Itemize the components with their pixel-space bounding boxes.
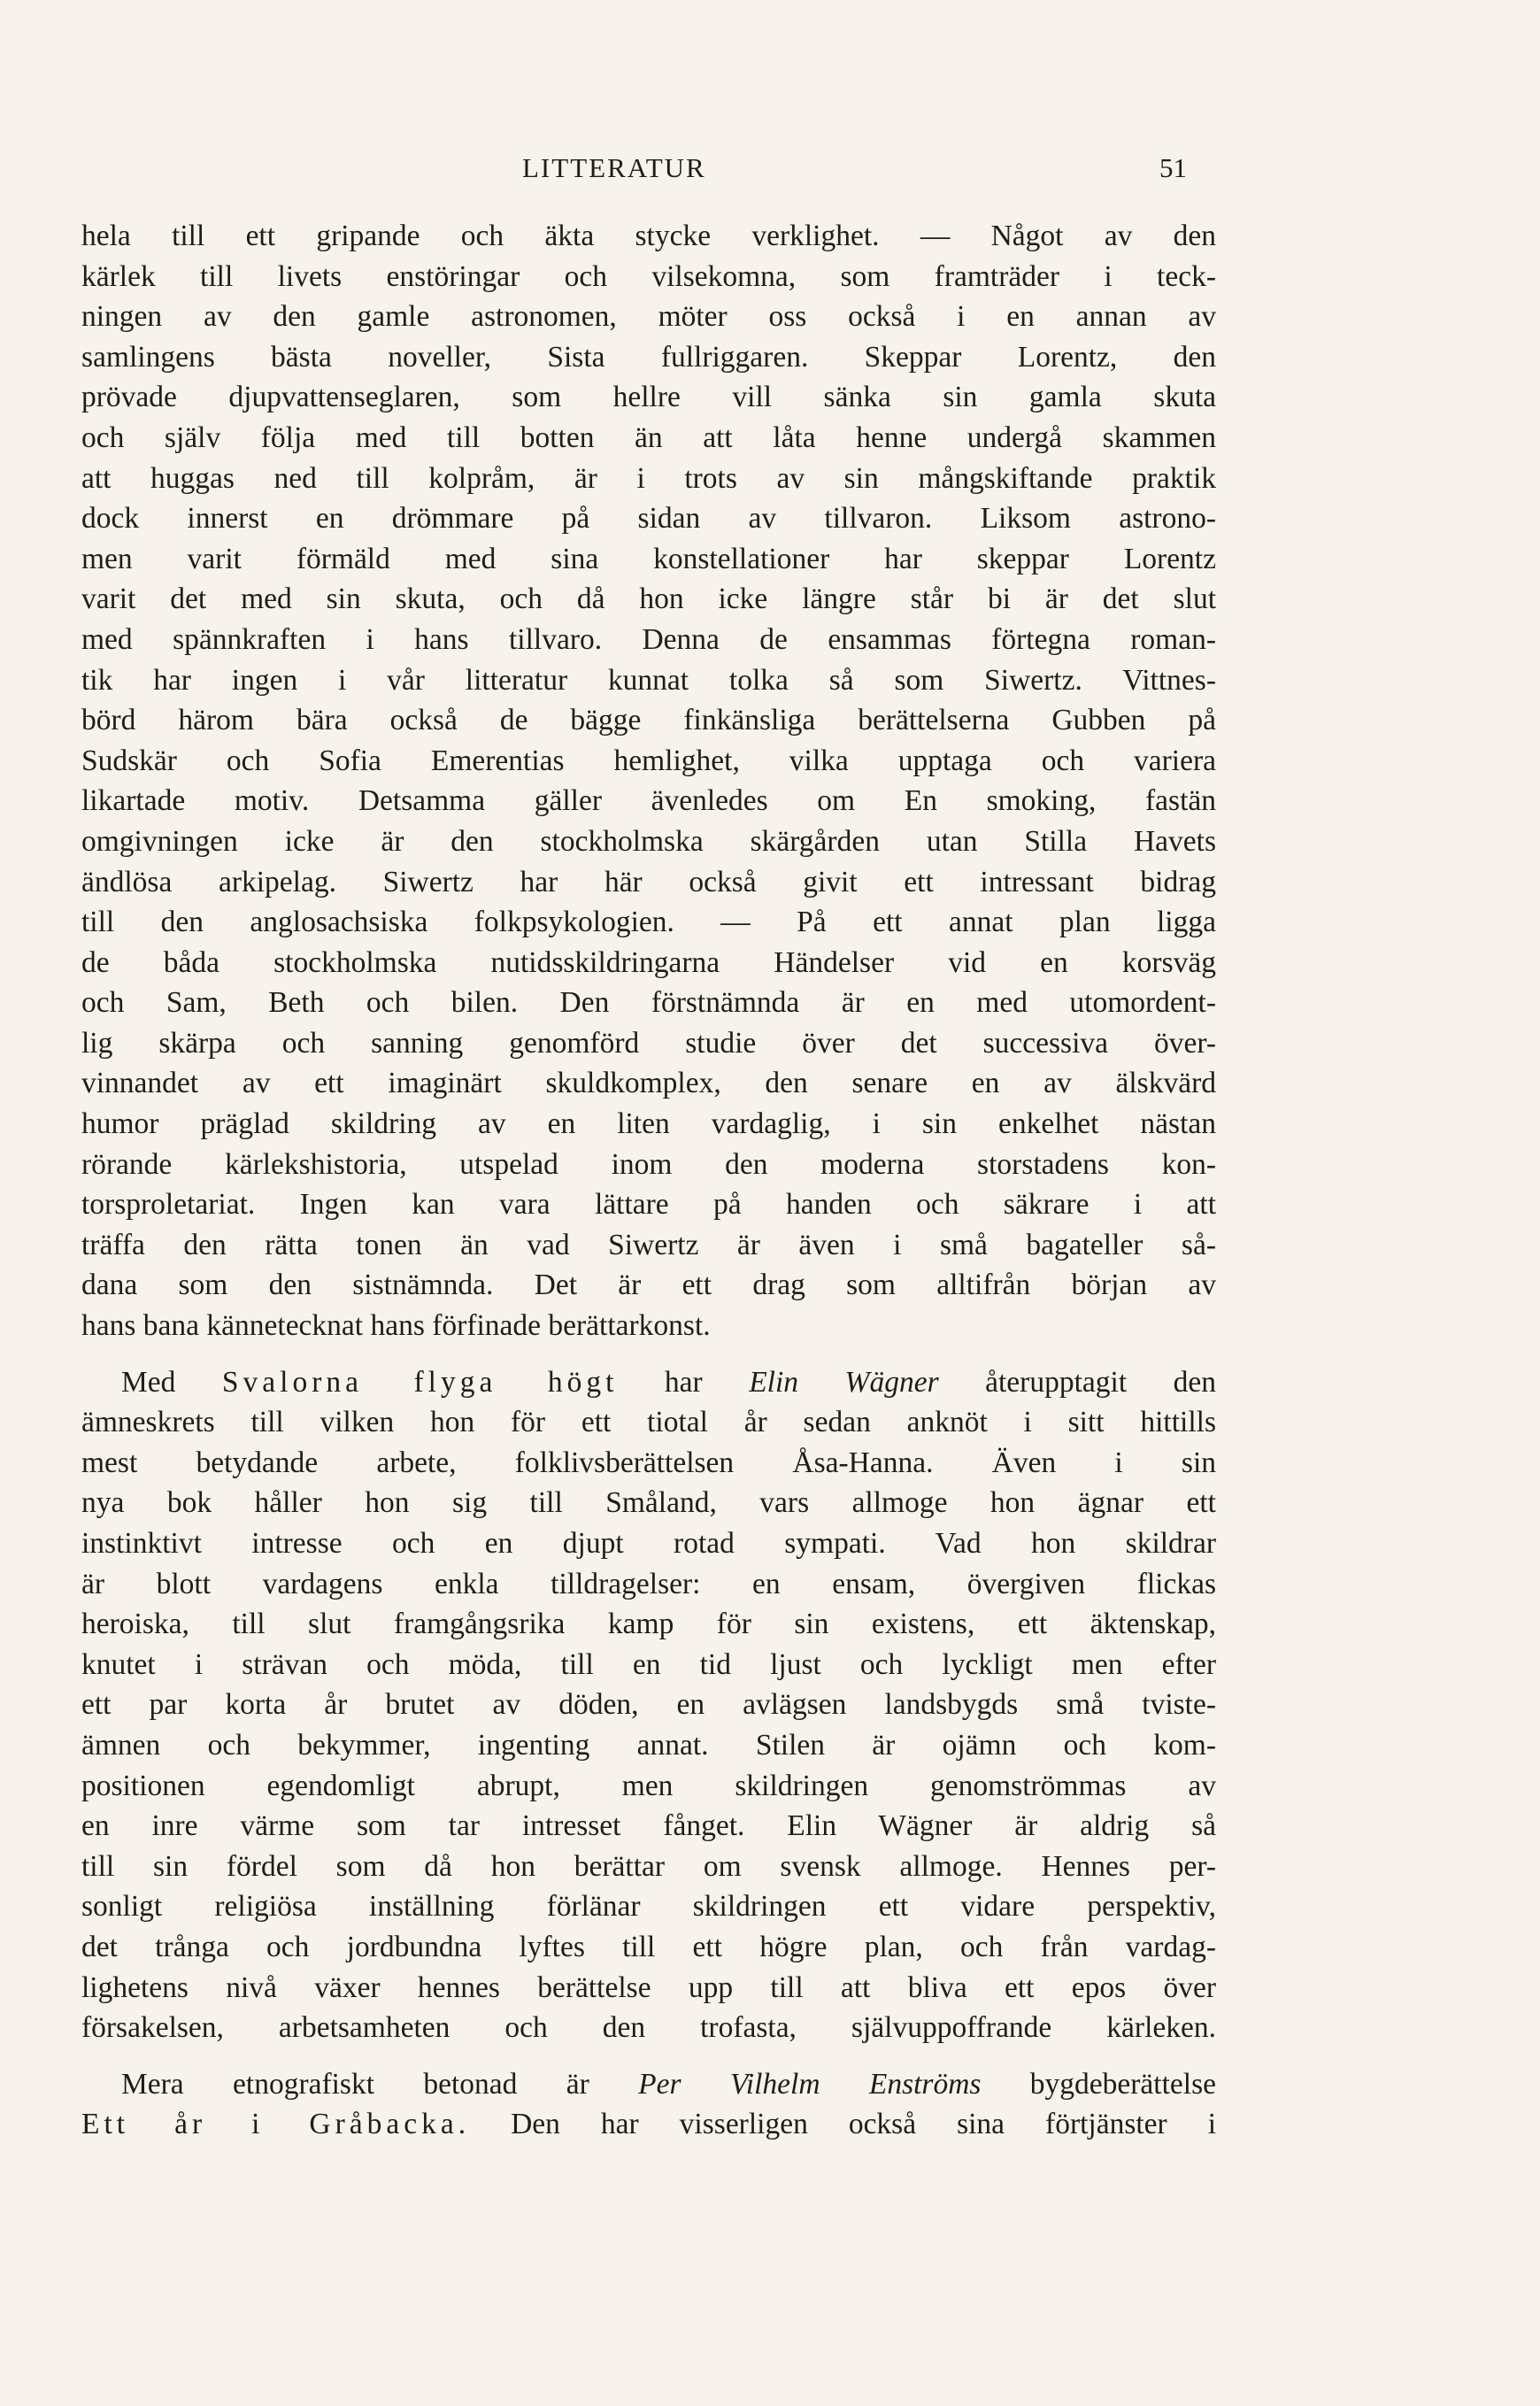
paragraph-wagner	[81, 1362, 1216, 2048]
text-line: mest betydande arbete, folklivsberättelsen Åsa-Hanna. Även i sin	[81, 1446, 1216, 1479]
page-number: 51	[1159, 152, 1187, 183]
text-line: tik har ingen i vår litteratur kunnat tolka så som Siwertz. Vittnes-	[81, 663, 1216, 697]
text-line: men varit förmäld med sina konstellationer har skeppar Lorentz	[81, 542, 1216, 575]
text-line: ämneskrets till vilken hon för ett tiotal år sedan anknöt i sitt hittills	[81, 1406, 1216, 1439]
book-title: Ett år i Gråbacka.	[81, 2108, 471, 2141]
text-line: omgivningen icke är den stockholmska skärgården utan Stilla Havets	[81, 824, 1216, 858]
paragraph-enstrom	[81, 2064, 1216, 2145]
text-line: lig skärpa och sanning genomförd studie över det successiva över-	[81, 1026, 1216, 1060]
text-line: prövade djupvattenseglaren, som hellre vill sänka sin gamla skuta	[81, 381, 1216, 414]
text-line-first	[81, 1362, 1216, 1403]
text-line: samlingens bästa noveller, Sista fullriggaren. Skeppar Lorentz, den	[81, 340, 1216, 374]
text-line: knutet i strävan och möda, till en tid ljust och lyckligt men efter	[81, 1647, 1216, 1681]
text-line: ett par korta år brutet av döden, en avlägsen landsbygds små tviste-	[81, 1688, 1216, 1722]
paragraph-gap	[81, 2048, 1216, 2064]
text-line: och Sam, Beth och bilen. Den förstnämnda är en med utomordent-	[81, 986, 1216, 1020]
text-line: Sudskär och Sofia Emerentias hemlighet, vilka upptaga och variera	[81, 744, 1216, 777]
text-line: heroiska, till slut framgångsrika kamp för sin existens, ett äktenskap,	[81, 1608, 1216, 1641]
connector-text: har	[618, 1365, 750, 1399]
text-line: likartade motiv. Detsamma gäller ävenledes om En smoking, fastän	[81, 784, 1216, 818]
text-line: torsproletariat. Ingen kan vara lättare på handen och säkrare i att	[81, 1188, 1216, 1222]
text-line: ändlösa arkipelag. Siwertz har här också givit ett intressant bidrag	[81, 865, 1216, 898]
text-line: dock innerst en drömmare på sidan av tillvaron. Liksom astrono-	[81, 502, 1216, 536]
text-line: kärlek till livets enstöringar och vilsekomna, som framträder i teck-	[81, 259, 1216, 293]
text-line: ningen av den gamle astronomen, möter oss också i en annan av	[81, 300, 1216, 334]
paragraph-gap	[81, 1346, 1216, 1362]
text-line: vinnandet av ett imaginärt skuldkomplex, den senare en av älskvärd	[81, 1067, 1216, 1100]
text-line: det trånga och jordbundna lyftes till ett högre plan, och från vardag-	[81, 1930, 1216, 1963]
text-line: humor präglad skildring av en liten vardaglig, i sin enkelhet nästan	[81, 1107, 1216, 1141]
text-line: lighetens nivå växer hennes berättelse upp till att bliva ett epos över	[81, 1970, 1216, 2004]
rest-text: bygdeberättelse	[981, 2067, 1216, 2101]
text-line-first	[81, 2064, 1216, 2105]
text-line: till den anglosachsiska folkpsykologien. — På ett annat plan ligga	[81, 906, 1216, 939]
text-line: träffa den rätta tonen än vad Siwertz är även i små bagateller så-	[81, 1228, 1216, 1261]
text-line: rörande kärlekshistoria, utspelad inom den moderna storstadens kon-	[81, 1147, 1216, 1181]
text-line: hela till ett gripande och äkta stycke verklighet. — Något av den	[81, 220, 1216, 252]
lead-text: Med	[121, 1365, 222, 1399]
book-title: Svalorna flyga högt	[221, 1365, 619, 1399]
running-title: LITTERATUR	[522, 152, 706, 183]
text-line: sonligt religiösa inställning förlänar skildringen ett vidare perspektiv,	[81, 1890, 1216, 1924]
text-line: är blott vardagens enkla tilldragelser: en ensam, övergiven flickas	[81, 1567, 1216, 1600]
author-name: Elin Wägner	[749, 1365, 939, 1399]
text-line: de båda stockholmska nutidsskildringarna Händelser vid en korsväg	[81, 945, 1216, 979]
text-line: hans bana kännetecknat hans förfinade berättarkonst.	[81, 1309, 711, 1343]
text-line: varit det med sin skuta, och då hon icke längre står bi är det slut	[81, 582, 1216, 616]
author-name: Per Vilhelm Enströms	[638, 2067, 982, 2101]
text-line: och själv följa med till botten än att låta henne undergå skammen	[81, 420, 1216, 454]
paragraph-siwertz	[81, 216, 1216, 1346]
text-line: börd härom bära också de bägge finkänsliga berättelserna Gubben på	[81, 704, 1216, 737]
text-line	[81, 2104, 1216, 2145]
text-line: ämnen och bekymmer, ingenting annat. Stilen är ojämn och kom-	[81, 1728, 1216, 1762]
text-line: en inre värme som tar intresset fånget. Elin Wägner är aldrig så	[81, 1809, 1216, 1843]
text-line: dana som den sistnämnda. Det är ett drag som alltifrån början av	[81, 1269, 1216, 1302]
running-head	[0, 152, 1540, 191]
text-line: till sin fördel som då hon berättar om svensk allmoge. Hennes per-	[81, 1849, 1216, 1883]
text-line: att huggas ned till kolpråm, är i trots av sin mångskiftande praktik	[81, 461, 1216, 495]
text-line: med spännkraften i hans tillvaro. Denna de ensammas förtegna roman-	[81, 622, 1216, 656]
body-text	[81, 216, 1216, 2145]
lead-text: Mera etnografiskt betonad är	[121, 2067, 639, 2101]
text-line: försakelsen, arbetsamheten och den trofasta, självuppoffrande kärleken.	[81, 2011, 1216, 2045]
rest-text: Den har visserligen också sina förtjänster i	[470, 2108, 1216, 2141]
text-line: instinktivt intresse och en djupt rotad sympati. Vad hon skildrar	[81, 1527, 1216, 1560]
text-line: nya bok håller hon sig till Småland, vars allmoge hon ägnar ett	[81, 1486, 1216, 1520]
rest-text: återupptagit den	[938, 1365, 1216, 1399]
text-line: positionen egendomligt abrupt, men skildringen genomströmmas av	[81, 1769, 1216, 1802]
